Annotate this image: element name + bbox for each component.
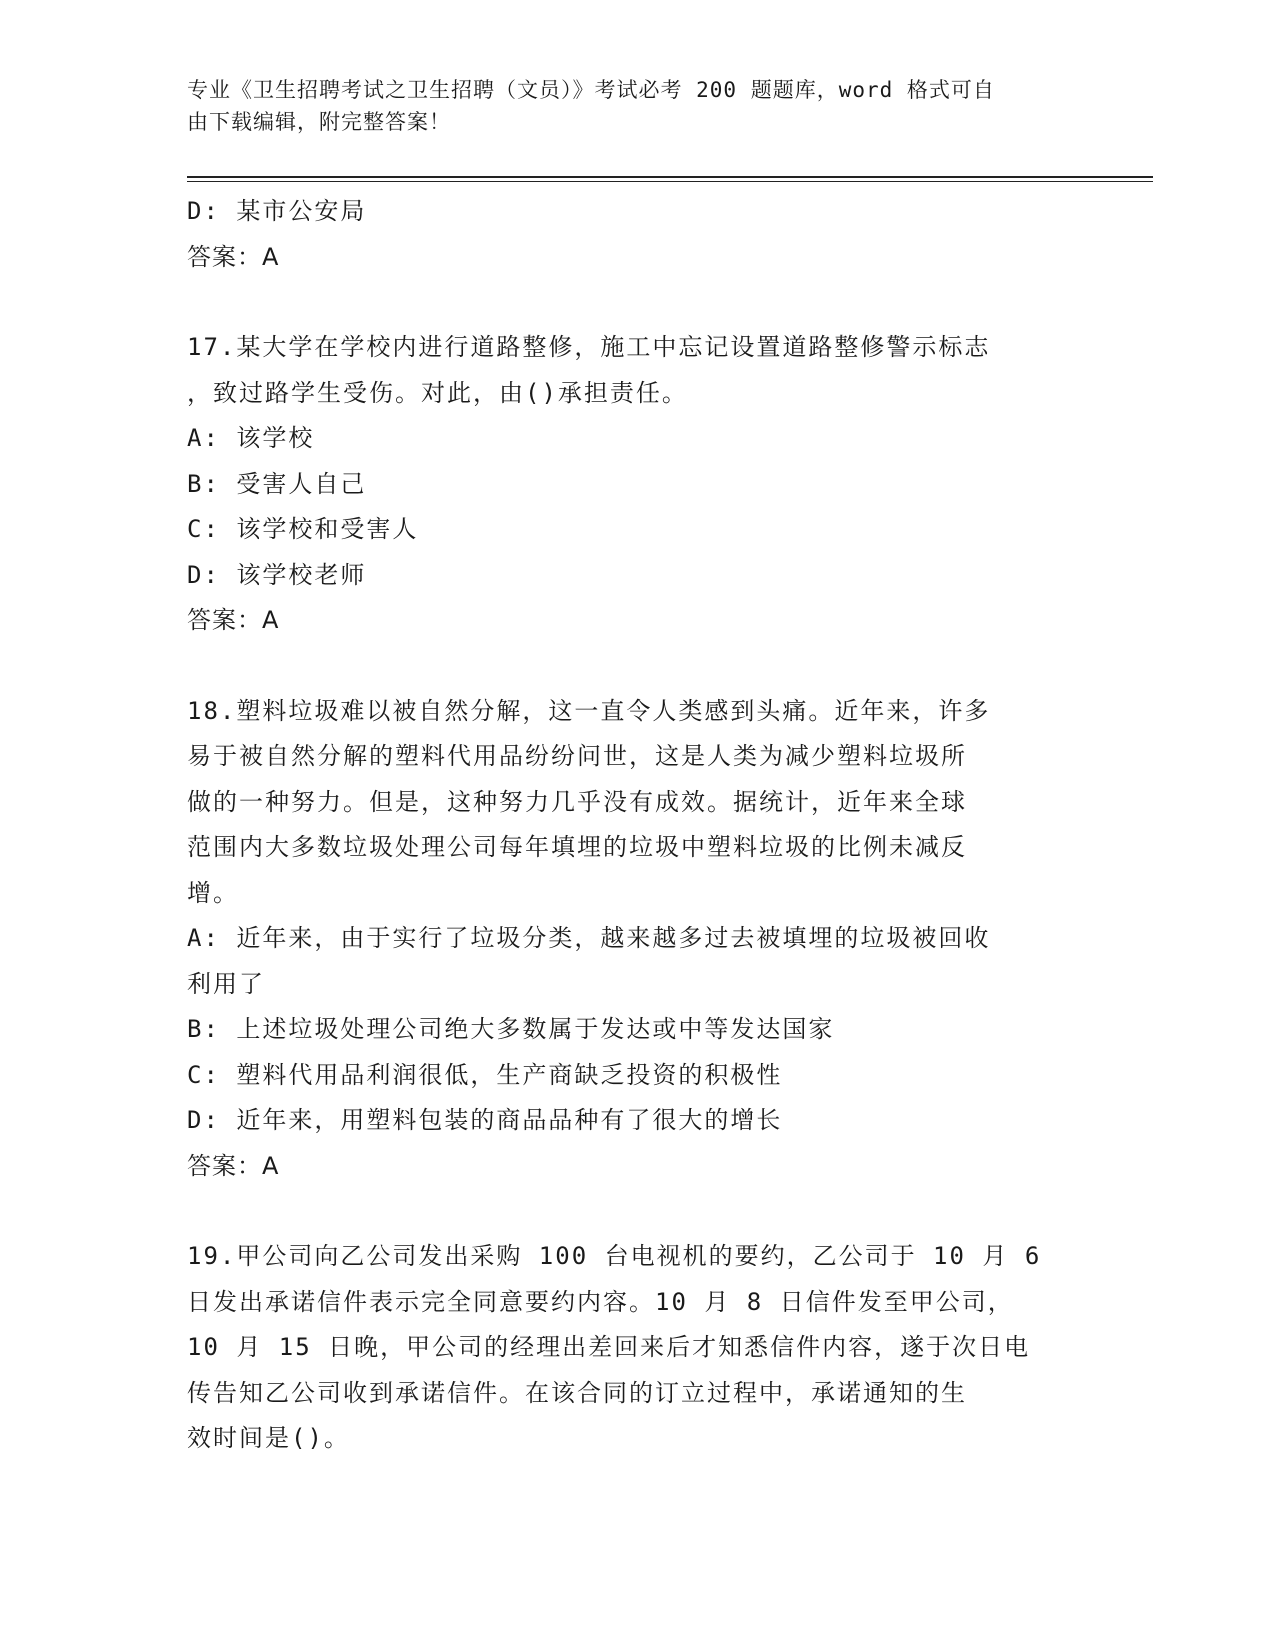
q16-option-d: D: 某市公安局 (187, 197, 367, 225)
header-rule-thick (187, 176, 1153, 178)
q18-stem-line-4: 范围内大多数垃圾处理公司每年填埋的垃圾中塑料垃圾的比例未减反 (187, 833, 967, 861)
question-content (187, 189, 1087, 1462)
q18-stem-line-3: 做的一种努力。但是，这种努力几乎没有成效。据统计，近年来全球 (187, 787, 967, 816)
header-title-line-2: 由下载编辑，附完整答案！ (187, 110, 451, 134)
q18-stem-line-1: 18.塑料垃圾难以被自然分解，这一直令人类感到头痛。近年来，许多 (187, 696, 991, 725)
q19-stem-line-4: 传告知乙公司收到承诺信件。在该合同的订立过程中，承诺通知的生 (187, 1378, 967, 1407)
q18-option-a-line-1: A: 近年来，由于实行了垃圾分类，越来越多过去被填埋的垃圾被回收 (187, 924, 991, 952)
spacer (187, 280, 1087, 325)
question-16-tail (187, 189, 1087, 280)
q16-answer: 答案：A (187, 242, 280, 271)
spacer (187, 644, 1087, 689)
page-header (187, 74, 1067, 138)
q19-stem-line-3: 10 月 15 日晚，甲公司的经理出差回来后才知悉信件内容，遂于次日电 (187, 1333, 1031, 1361)
q17-answer: 答案：A (187, 606, 280, 634)
q18-option-c: C: 塑料代用品利润很低，生产商缺乏投资的积极性 (187, 1060, 783, 1089)
header-title-line-1: 专业《卫生招聘考试之卫生招聘（文员）》考试必考 200 题题库，word 格式可自 (187, 78, 995, 102)
q19-stem-line-1: 19.甲公司向乙公司发出采购 100 台电视机的要约，乙公司于 10 月 6 (187, 1242, 1042, 1270)
q17-option-d: D: 该学校老师 (187, 560, 367, 589)
question-18 (187, 689, 1087, 1190)
q18-stem-line-5: 增。 (187, 878, 239, 907)
q18-option-d: D: 近年来，用塑料包装的商品品种有了很大的增长 (187, 1106, 783, 1134)
question-19 (187, 1234, 1087, 1462)
q17-option-b: B: 受害人自己 (187, 469, 367, 498)
q17-stem-line-2: ，致过路学生受伤。对此，由()承担责任。 (187, 378, 688, 407)
q19-stem-line-5: 效时间是()。 (187, 1424, 350, 1452)
q17-option-a: A: 该学校 (187, 424, 315, 452)
question-17 (187, 325, 1087, 644)
q18-stem-line-2: 易于被自然分解的塑料代用品纷纷问世，这是人类为减少塑料垃圾所 (187, 742, 967, 770)
q18-answer: 答案：A (187, 1151, 280, 1180)
q19-stem-line-2: 日发出承诺信件表示完全同意要约内容。10 月 8 日信件发至甲公司， (187, 1287, 1014, 1316)
spacer (187, 1189, 1087, 1234)
q18-option-a-line-2: 利用了 (187, 969, 265, 998)
q17-option-c: C: 该学校和受害人 (187, 515, 419, 543)
q18-option-b: B: 上述垃圾处理公司绝大多数属于发达或中等发达国家 (187, 1015, 835, 1043)
q17-stem-line-1: 17.某大学在学校内进行道路整修，施工中忘记设置道路整修警示标志 (187, 333, 991, 361)
header-rule-thin (187, 181, 1153, 182)
